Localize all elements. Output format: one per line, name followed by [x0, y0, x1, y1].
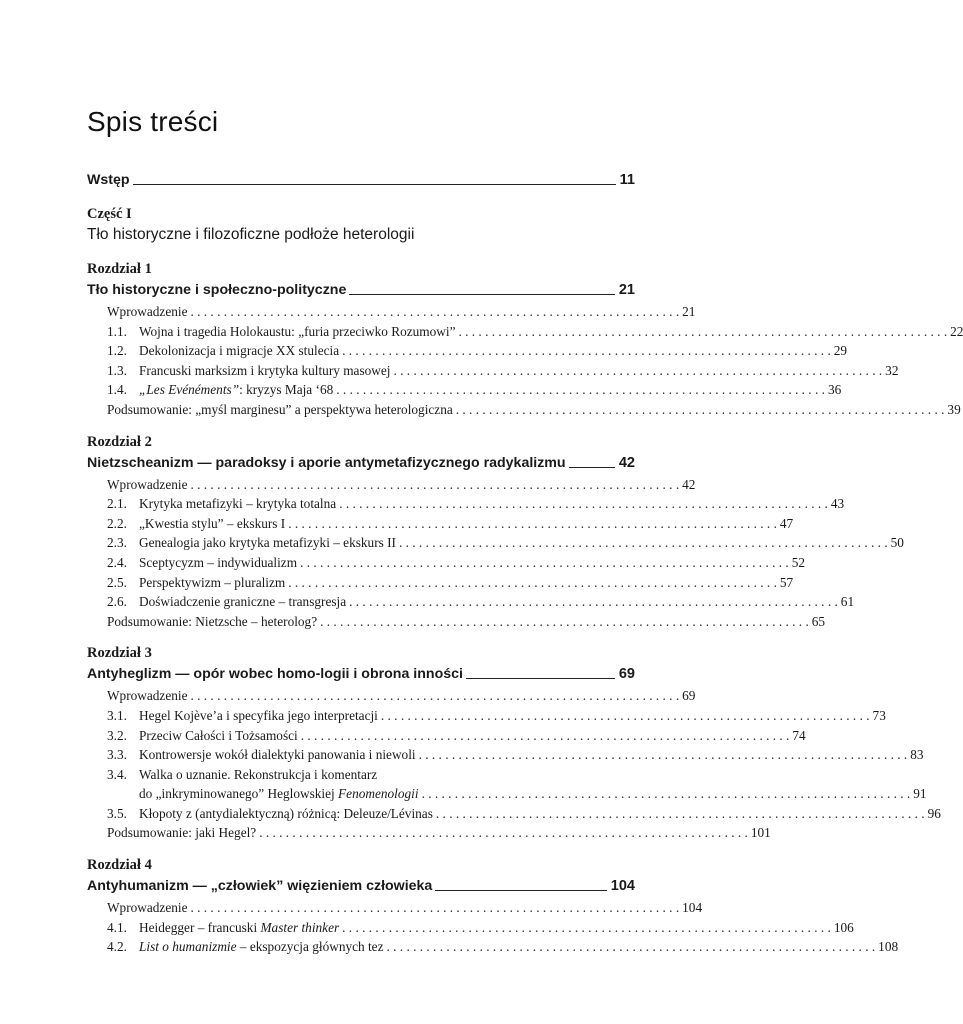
section-text: Hegel Kojève’a i specyfika jego interpretacji: [139, 707, 378, 723]
section-number: 1.2.: [107, 343, 127, 359]
section-text: Sceptycyzm – indywidualizm: [139, 554, 298, 570]
dot-leader: . . . . . . . . . . . . . . . . . . . . . . . . . . . . . . . . . . . . . . . . . . . . . . . . . . . . . . . . . . . . . . . . . . . . . . . . . .: [190, 688, 680, 704]
spacer: [87, 843, 635, 855]
toc-entry-section[interactable]: [87, 937, 899, 957]
section-text: Wprowadzenie: [107, 476, 188, 492]
chapter-title: Wstęp: [87, 172, 130, 188]
leader-line: [349, 279, 615, 295]
section-title: [107, 706, 378, 726]
toc-entry-section[interactable]: [87, 726, 806, 746]
toc-entry-section-continued[interactable]: [87, 784, 927, 804]
page-number: 73: [872, 707, 886, 723]
page-title: Spis treści: [87, 106, 219, 137]
section-title-italic: Fenomenologii: [338, 786, 419, 802]
section-text: Francuski marksizm i krytyka kultury masowej: [139, 362, 391, 378]
section-title: [107, 475, 187, 495]
section-title: [107, 553, 297, 573]
page-number: 39: [947, 401, 961, 417]
dot-leader: . . . . . . . . . . . . . . . . . . . . . . . . . . . . . . . . . . . . . . . . . . . . . . . . . . . . . . . . . . . . . . . . . . . . . . . . . .: [458, 323, 948, 339]
toc-entry-section[interactable]: [87, 341, 848, 361]
page-number: 108: [878, 939, 899, 955]
dot-leader: . . . . . . . . . . . . . . . . . . . . . . . . . . . . . . . . . . . . . . . . . . . . . . . . . . . . . . . . . . . . . . . . . . . . . . . . . .: [300, 554, 789, 570]
toc-entry-section[interactable]: [87, 765, 635, 785]
section-title-italic: List o humanizmie: [139, 939, 237, 955]
section-text: Walka o uznanie. Rekonstrukcja i komentarz: [139, 766, 378, 782]
spacer: [87, 631, 635, 643]
part-title: Tło historyczne i filozoficzne podłoże heterologii: [87, 226, 415, 243]
leader-line: [466, 663, 615, 679]
toc-entry-section[interactable]: [87, 400, 961, 420]
page-number: 36: [827, 382, 842, 398]
section-number: 1.4.: [107, 382, 127, 398]
page-number: 69: [618, 666, 635, 683]
dot-leader: . . . . . . . . . . . . . . . . . . . . . . . . . . . . . . . . . . . . . . . . . . . . . . . . . . . . . . . . . . . . . . . . . . . . . . . . . .: [380, 707, 870, 723]
page-number: 74: [792, 727, 806, 743]
page-number: 11: [619, 172, 635, 188]
section-number: 3.3.: [107, 747, 127, 763]
section-number: 3.1.: [107, 707, 127, 723]
section-title: [107, 937, 384, 957]
section-text: – ekspozycja głównych tez: [236, 939, 384, 955]
toc-entry-section[interactable]: [87, 918, 854, 938]
section-title: [107, 686, 187, 706]
section-number: 2.6.: [107, 594, 127, 610]
page-number: 65: [811, 613, 826, 629]
section-text: Podsumowanie: „myśl marginesu” a perspektywa heterologiczna: [107, 401, 453, 417]
toc-entry-section[interactable]: [87, 302, 696, 322]
leader-line: [435, 875, 606, 891]
section-title: [107, 322, 455, 342]
section-title: [107, 745, 416, 765]
dot-leader: . . . . . . . . . . . . . . . . . . . . . . . . . . . . . . . . . . . . . . . . . . . . . . . . . . . . . . . . . . . . . . . . . . . . . . . . . .: [288, 515, 777, 531]
section-text: Doświadczenie graniczne – transgresja: [139, 594, 347, 610]
page-number: 43: [830, 496, 845, 512]
page-number: 29: [833, 343, 848, 359]
section-text: Wprowadzenie: [107, 688, 188, 704]
dot-leader: . . . . . . . . . . . . . . . . . . . . . . . . . . . . . . . . . . . . . . . . . . . . . . . . . . . . . . . . . . . . . . . . . . . . . . . . . .: [386, 939, 876, 955]
toc-entry-section[interactable]: [87, 322, 963, 342]
section-text: Kłopoty z (antydialektyczną) różnicą: Deleuze/Lévinas: [139, 805, 433, 821]
leader-line: [569, 452, 615, 468]
toc-entry-section[interactable]: [87, 494, 845, 514]
section-text: „Kwestia stylu” – ekskurs I: [139, 515, 286, 531]
page-number: 21: [682, 304, 696, 319]
chapter-label: Rozdział 3: [87, 645, 152, 662]
dot-leader: . . . . . . . . . . . . . . . . . . . . . . . . . . . . . . . . . . . . . . . . . . . . . . . . . . . . . . . . . . . . . . . . . . . . . . . . . .: [336, 382, 825, 398]
toc-entry-section[interactable]: [87, 475, 696, 495]
section-number: 4.1.: [107, 919, 127, 935]
chapter-label: Rozdział 2: [87, 433, 152, 450]
spacer: [87, 420, 635, 432]
dot-leader: . . . . . . . . . . . . . . . . . . . . . . . . . . . . . . . . . . . . . . . . . . . . . . . . . . . . . . . . . . . . . . . . . . . . . . . . . .: [342, 919, 831, 935]
toc-entry-section[interactable]: [87, 804, 941, 824]
dot-leader: . . . . . . . . . . . . . . . . . . . . . . . . . . . . . . . . . . . . . . . . . . . . . . . . . . . . . . . . . . . . . . . . . . . . . . . . . .: [418, 747, 908, 763]
chapter-title: Nietzscheanizm — paradoksy i aporie antymetafizycznego radykalizmu: [87, 454, 566, 471]
dot-leader: . . . . . . . . . . . . . . . . . . . . . . . . . . . . . . . . . . . . . . . . . . . . . . . . . . . . . . . . . . . . . . . . . . . . . . . . . .: [190, 900, 680, 916]
dot-leader: . . . . . . . . . . . . . . . . . . . . . . . . . . . . . . . . . . . . . . . . . . . . . . . . . . . . . . . . . . . . . . . . . . . . . . . . . .: [288, 574, 777, 590]
section-number: 3.2.: [107, 727, 127, 743]
page-number: 61: [840, 594, 855, 610]
dot-leader: . . . . . . . . . . . . . . . . . . . . . . . . . . . . . . . . . . . . . . . . . . . . . . . . . . . . . . . . . . . . . . . . . . . . . . . . . .: [421, 786, 911, 802]
page-number: 42: [682, 476, 696, 492]
toc-entry-chapter[interactable]: [87, 452, 635, 475]
chapter-label: Rozdział 1: [87, 261, 152, 277]
section-title: [107, 341, 339, 361]
toc-entry-section[interactable]: [87, 533, 904, 553]
section-text: do „inkryminowanego” Heglowskiej: [139, 786, 339, 802]
toc-entry-section[interactable]: [87, 592, 855, 612]
page-number: 50: [890, 535, 904, 551]
section-title: [139, 784, 419, 804]
toc-entry-section[interactable]: [87, 706, 886, 726]
page-number: 104: [682, 900, 703, 916]
section-text: : kryzys Maja ‘68: [239, 382, 334, 398]
section-text: Krytyka metafizyki – krytyka totalna: [139, 496, 337, 512]
section-title: [107, 302, 187, 322]
section-title: [107, 494, 336, 514]
section-text: Podsumowanie: Nietzsche – heterolog?: [107, 613, 318, 629]
section-title: [107, 573, 285, 593]
chapter-title: Tło historyczne i społeczno-polityczne: [87, 282, 347, 298]
page-number: 57: [779, 574, 794, 590]
dot-leader: . . . . . . . . . . . . . . . . . . . . . . . . . . . . . . . . . . . . . . . . . . . . . . . . . . . . . . . . . . . . . . . . . . . . . . . . . .: [349, 594, 838, 610]
section-number: 2.3.: [107, 535, 127, 551]
dot-leader: . . . . . . . . . . . . . . . . . . . . . . . . . . . . . . . . . . . . . . . . . . . . . . . . . . . . . . . . . . . . . . . . . . . . . . . . . .: [190, 476, 680, 492]
page-number: 47: [779, 515, 794, 531]
chapter-title: Antyheglizm — opór wobec homo-logii i obrona inności: [87, 666, 463, 683]
spacer: [87, 246, 635, 259]
page-number: 104: [610, 878, 635, 895]
section-title: [107, 533, 396, 553]
section-text: Perspektywizm – pluralizm: [139, 574, 286, 590]
section-number: 3.5.: [107, 805, 127, 821]
page-number: 91: [913, 786, 927, 802]
dot-leader: . . . . . . . . . . . . . . . . . . . . . . . . . . . . . . . . . . . . . . . . . . . . . . . . . . . . . . . . . . . . . . . . . . . . . . . . . .: [342, 343, 831, 359]
page-number: 22: [950, 323, 963, 339]
spacer: [87, 192, 635, 204]
page-number: 69: [682, 688, 696, 704]
section-title: [107, 592, 346, 612]
toc-entry-intro[interactable]: [87, 169, 635, 192]
toc-entry-section[interactable]: [87, 612, 826, 632]
toc-entry-section[interactable]: [87, 823, 771, 843]
dot-leader: . . . . . . . . . . . . . . . . . . . . . . . . . . . . . . . . . . . . . . . . . . . . . . . . . . . . . . . . . . . . . . . . . . . . . . . . . .: [259, 825, 748, 841]
section-title: [107, 612, 317, 632]
chapter-label: Rozdział 4: [87, 857, 152, 874]
section-text: Przeciw Całości i Tożsamości: [139, 727, 298, 743]
page-number: 101: [750, 825, 771, 841]
toc-entry-chapter[interactable]: [87, 279, 635, 302]
page-number: 52: [791, 554, 806, 570]
page-number: 96: [927, 805, 941, 821]
page-number: 106: [833, 919, 854, 935]
page-number: 21: [618, 282, 635, 298]
section-title: [107, 918, 339, 938]
section-number: 1.3.: [107, 362, 127, 378]
section-number: 3.4.: [107, 766, 127, 782]
section-number: 2.5.: [107, 574, 127, 590]
section-title: [107, 361, 391, 381]
section-text: Wojna i tragedia Holokaustu: „furia przeciwko Rozumowi”: [139, 323, 456, 339]
dot-leader: . . . . . . . . . . . . . . . . . . . . . . . . . . . . . . . . . . . . . . . . . . . . . . . . . . . . . . . . . . . . . . . . . . . . . . . . . .: [435, 805, 925, 821]
section-text: Podsumowanie: jaki Hegel?: [107, 825, 257, 841]
section-title-italic: Master thinker: [260, 919, 340, 935]
table-of-contents: [87, 169, 963, 957]
dot-leader: . . . . . . . . . . . . . . . . . . . . . . . . . . . . . . . . . . . . . . . . . . . . . . . . . . . . . . . . . . . . . . . . . . . . . . . . . .: [339, 496, 828, 512]
toc-entry-section[interactable]: [87, 745, 924, 765]
section-number: 4.2.: [107, 939, 127, 955]
section-number: 2.4.: [107, 554, 127, 570]
section-text: Kontrowersje wokół dialektyki panowania i niewoli: [139, 747, 416, 763]
section-title: [107, 765, 377, 785]
section-title: [107, 804, 433, 824]
section-text: Dekolonizacja i migracje XX stulecia: [139, 343, 340, 359]
section-text: Heidegger – francuski: [139, 919, 261, 935]
dot-leader: . . . . . . . . . . . . . . . . . . . . . . . . . . . . . . . . . . . . . . . . . . . . . . . . . . . . . . . . . . . . . . . . . . . . . . . . . .: [300, 727, 790, 743]
section-text: Wprowadzenie: [107, 900, 188, 916]
toc-entry-chapter[interactable]: [87, 875, 635, 898]
dot-leader: . . . . . . . . . . . . . . . . . . . . . . . . . . . . . . . . . . . . . . . . . . . . . . . . . . . . . . . . . . . . . . . . . . . . . . . . . .: [455, 401, 945, 417]
section-text: Genealogia jako krytyka metafizyki – ekskurs II: [139, 535, 396, 551]
dot-leader: . . . . . . . . . . . . . . . . . . . . . . . . . . . . . . . . . . . . . . . . . . . . . . . . . . . . . . . . . . . . . . . . . . . . . . . . . .: [320, 613, 809, 629]
toc-entry-section[interactable]: [87, 686, 696, 706]
page-number: 42: [618, 454, 635, 471]
section-title: [107, 400, 453, 420]
toc-entry-section[interactable]: [87, 573, 794, 593]
toc-entry-section[interactable]: [87, 898, 703, 918]
chapter-title: Antyhumanizm — „człowiek” więzieniem człowieka: [87, 878, 433, 895]
section-title: [107, 514, 285, 534]
toc-entry-section[interactable]: [87, 514, 794, 534]
toc-entry-chapter[interactable]: [87, 663, 635, 686]
part-label: Część I: [87, 206, 132, 222]
dot-leader: . . . . . . . . . . . . . . . . . . . . . . . . . . . . . . . . . . . . . . . . . . . . . . . . . . . . . . . . . . . . . . . . . . . . . . . . . .: [393, 362, 883, 378]
toc-entry-section[interactable]: [87, 361, 899, 381]
section-title: [107, 380, 333, 400]
dot-leader: . . . . . . . . . . . . . . . . . . . . . . . . . . . . . . . . . . . . . . . . . . . . . . . . . . . . . . . . . . . . . . . . . . . . . . . . . .: [398, 535, 888, 551]
section-title: [107, 898, 187, 918]
toc-entry-section[interactable]: [87, 553, 806, 573]
toc-entry-section[interactable]: [87, 380, 842, 400]
dot-leader: . . . . . . . . . . . . . . . . . . . . . . . . . . . . . . . . . . . . . . . . . . . . . . . . . . . . . . . . . . . . . . . . . . . . . . . . . .: [190, 304, 680, 319]
section-text: Wprowadzenie: [107, 304, 188, 319]
section-number: 1.1.: [107, 323, 127, 339]
leader-line: [133, 169, 616, 185]
section-title-italic: „Les Evénéments”: [139, 382, 240, 398]
section-number: 2.1.: [107, 496, 127, 512]
section-number: 2.2.: [107, 515, 127, 531]
page-number: 83: [910, 747, 924, 763]
section-title: [107, 726, 298, 746]
page-number: 32: [885, 362, 899, 378]
section-title: [107, 823, 256, 843]
